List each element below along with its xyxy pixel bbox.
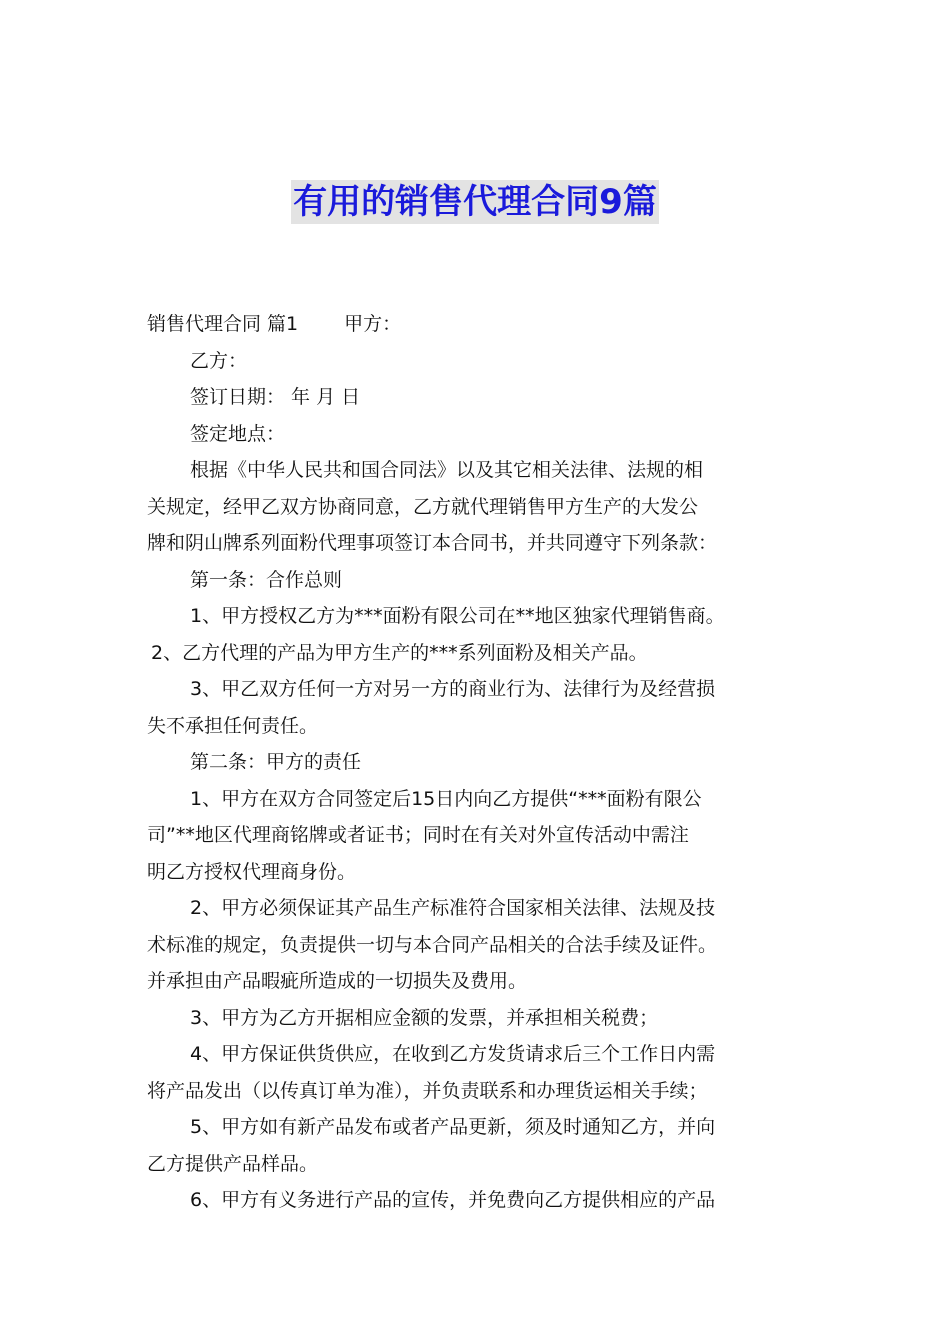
paragraph-line: 3、甲乙双方任何一方对另一方的商业行为、法律行为及经营损 xyxy=(190,678,716,700)
contract-header-line xyxy=(147,306,811,343)
paragraph-line: 2、乙方代理的产品为甲方生产的***系列面粉及相关产品。 xyxy=(151,641,648,664)
paragraph-line: 关规定，经甲乙双方协商同意，乙方就代理销售甲方生产的大发公 xyxy=(147,495,699,518)
document-body xyxy=(147,306,811,1219)
paragraph-line: 明乙方授权代理商身份。 xyxy=(147,860,357,883)
contract-section-label: 销售代理合同 篇1 xyxy=(147,313,299,335)
article-heading: 第一条：合作总则 xyxy=(190,568,343,591)
paragraph-line: 6、甲方有义务进行产品的宣传，并免费向乙方提供相应的产品 xyxy=(190,1189,716,1211)
paragraph-line: 签订日期： 年 月 日 xyxy=(190,386,361,408)
paragraph-line: 失不承担任何责任。 xyxy=(147,714,319,737)
paragraph-line: 4、甲方保证供货供应，在收到乙方发货请求后三个工作日内需 xyxy=(190,1043,716,1065)
paragraph-line: 5、甲方如有新产品发布或者产品更新，须及时通知乙方，并向 xyxy=(190,1116,716,1138)
paragraph-line: 司”**地区代理商铭牌或者证书；同时在有关对外宣传活动中需注 xyxy=(147,824,689,846)
paragraph-line: 根据《中华人民共和国合同法》以及其它相关法律、法规的相 xyxy=(190,459,704,481)
paragraph-line: 将产品发出（以传真订单为准），并负责联系和办理货运相关手续； xyxy=(147,1079,708,1102)
party-a-label: 甲方： xyxy=(344,313,402,335)
document-title: 有用的销售代理合同9篇 xyxy=(293,182,657,222)
paragraph-line: 3、甲方为乙方开据相应金额的发票，并承担相关税费； xyxy=(190,1006,659,1029)
paragraph-line: 乙方： xyxy=(190,349,248,372)
article-heading: 第二条：甲方的责任 xyxy=(190,751,362,773)
paragraph-line: 乙方提供产品样品。 xyxy=(147,1152,319,1175)
paragraph-line: 2、甲方必须保证其产品生产标准符合国家相关法律、法规及技 xyxy=(190,897,716,919)
title-area xyxy=(0,180,950,224)
paragraph-line: 牌和阴山牌系列面粉代理事项签订本合同书，并共同遵守下列条款： xyxy=(147,532,718,554)
paragraph-line: 术标准的规定，负责提供一切与本合同产品相关的合法手续及证件。 xyxy=(147,933,718,956)
paragraph-line: 并承担由产品暇疵所造成的一切损失及费用。 xyxy=(147,970,528,992)
paragraph-line: 1、甲方在双方合同签定后15日内向乙方提供“***面粉有限公 xyxy=(190,787,702,810)
paragraph-line: 签定地点： xyxy=(190,422,286,445)
paragraph-line: 1、甲方授权乙方为***面粉有限公司在**地区独家代理销售商。 xyxy=(190,605,725,627)
